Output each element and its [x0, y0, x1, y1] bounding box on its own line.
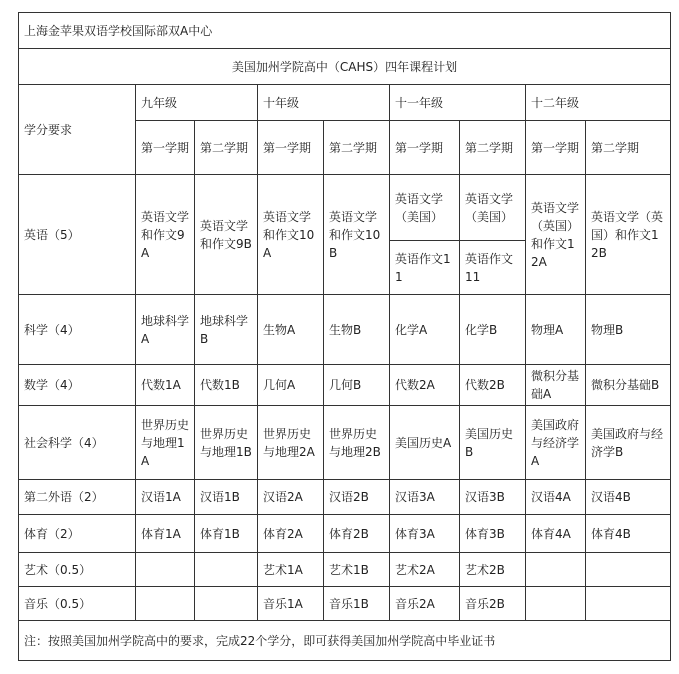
course-cell: 艺术1A	[258, 553, 324, 587]
course-cell: 体育2B	[324, 515, 390, 553]
course-cell: 英语文学和作文10A	[258, 175, 324, 295]
subject-science: 科学（4）	[19, 295, 136, 365]
semester-header: 第二学期	[324, 121, 390, 175]
course-plan-table	[18, 12, 671, 661]
grade-11-header: 十一年级	[390, 85, 526, 121]
course-cell: 汉语1A	[136, 480, 195, 515]
course-cell: 汉语2A	[258, 480, 324, 515]
course-cell: 音乐2A	[390, 587, 460, 621]
course-cell: 体育1A	[136, 515, 195, 553]
course-cell	[136, 587, 195, 621]
course-cell: 代数2B	[460, 365, 526, 406]
course-cell: 英语文学（英国）和作文12A	[526, 175, 586, 295]
course-cell	[526, 587, 586, 621]
course-cell: 微积分基础B	[586, 365, 671, 406]
subject-english: 英语（5）	[19, 175, 136, 295]
semester-header: 第一学期	[526, 121, 586, 175]
course-cell	[526, 553, 586, 587]
course-cell: 地球科学A	[136, 295, 195, 365]
semester-header: 第二学期	[460, 121, 526, 175]
plan-title: 美国加州学院高中（CAHS）四年课程计划	[19, 49, 671, 85]
course-cell: 汉语3A	[390, 480, 460, 515]
course-cell: 艺术2B	[460, 553, 526, 587]
course-cell: 艺术2A	[390, 553, 460, 587]
course-cell: 汉语1B	[195, 480, 258, 515]
course-cell: 几何B	[324, 365, 390, 406]
course-cell: 英语文学（美国）	[390, 175, 460, 241]
course-cell	[195, 587, 258, 621]
course-cell: 音乐1A	[258, 587, 324, 621]
course-cell: 化学B	[460, 295, 526, 365]
subject-art: 艺术（0.5）	[19, 553, 136, 587]
course-cell: 美国历史A	[390, 406, 460, 480]
course-cell: 代数2A	[390, 365, 460, 406]
course-cell: 英语文学（英国）和作文12B	[586, 175, 671, 295]
course-cell: 地球科学B	[195, 295, 258, 365]
course-cell: 美国政府与经济学B	[586, 406, 671, 480]
course-cell: 汉语4A	[526, 480, 586, 515]
semester-header: 第二学期	[195, 121, 258, 175]
graduation-note: 注：按照美国加州学院高中的要求，完成22个学分，即可获得美国加州学院高中毕业证书	[19, 621, 671, 661]
course-cell	[195, 553, 258, 587]
course-cell: 体育3A	[390, 515, 460, 553]
course-cell: 艺术1B	[324, 553, 390, 587]
course-cell: 音乐2B	[460, 587, 526, 621]
course-cell: 汉语2B	[324, 480, 390, 515]
semester-header: 第一学期	[258, 121, 324, 175]
course-cell: 汉语4B	[586, 480, 671, 515]
grade-10-header: 十年级	[258, 85, 390, 121]
course-cell: 美国政府与经济学A	[526, 406, 586, 480]
semester-header: 第一学期	[390, 121, 460, 175]
course-cell: 英语文学和作文9A	[136, 175, 195, 295]
course-cell: 物理A	[526, 295, 586, 365]
course-cell: 英语文学和作文10B	[324, 175, 390, 295]
course-cell: 体育4A	[526, 515, 586, 553]
course-cell: 微积分基础A	[526, 365, 586, 406]
course-cell: 世界历史与地理1B	[195, 406, 258, 480]
course-cell: 英语文学和作文9B	[195, 175, 258, 295]
course-cell: 世界历史与地理2B	[324, 406, 390, 480]
subject-pe: 体育（2）	[19, 515, 136, 553]
subject-second-language: 第二外语（2）	[19, 480, 136, 515]
semester-header: 第二学期	[586, 121, 671, 175]
credit-requirement-header: 学分要求	[19, 85, 136, 175]
course-cell: 汉语3B	[460, 480, 526, 515]
course-cell: 世界历史与地理1A	[136, 406, 195, 480]
course-cell: 英语文学（美国）	[460, 175, 526, 241]
course-cell: 体育3B	[460, 515, 526, 553]
subject-social-science: 社会科学（4）	[19, 406, 136, 480]
subject-music: 音乐（0.5）	[19, 587, 136, 621]
course-cell: 英语作文11	[460, 241, 526, 295]
course-cell: 世界历史与地理2A	[258, 406, 324, 480]
course-cell: 美国历史B	[460, 406, 526, 480]
course-cell: 英语作文11	[390, 241, 460, 295]
course-cell: 代数1A	[136, 365, 195, 406]
course-cell: 生物B	[324, 295, 390, 365]
subject-math: 数学（4）	[19, 365, 136, 406]
course-cell	[136, 553, 195, 587]
course-cell: 体育1B	[195, 515, 258, 553]
semester-header: 第一学期	[136, 121, 195, 175]
grade-12-header: 十二年级	[526, 85, 671, 121]
course-cell: 化学A	[390, 295, 460, 365]
course-cell	[586, 587, 671, 621]
course-cell: 生物A	[258, 295, 324, 365]
course-cell: 体育2A	[258, 515, 324, 553]
course-cell: 音乐1B	[324, 587, 390, 621]
course-cell: 物理B	[586, 295, 671, 365]
school-name: 上海金苹果双语学校国际部双A中心	[19, 13, 671, 49]
course-cell: 代数1B	[195, 365, 258, 406]
course-cell	[586, 553, 671, 587]
course-cell: 几何A	[258, 365, 324, 406]
course-cell: 体育4B	[586, 515, 671, 553]
grade-9-header: 九年级	[136, 85, 258, 121]
